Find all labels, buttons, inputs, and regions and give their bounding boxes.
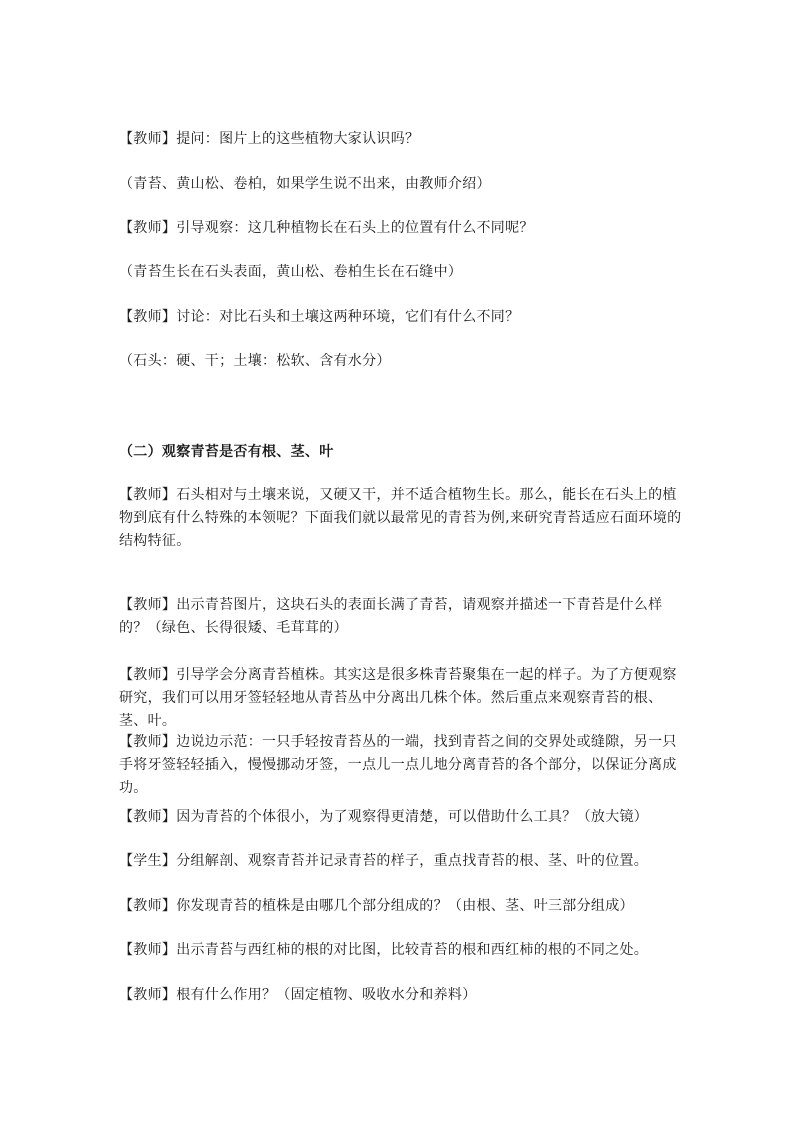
section-heading: （二）观察青苔是否有根、茎、叶 — [119, 444, 334, 460]
paragraph-intro: 【教师】石头相对与土壤来说，又硬又干，并不适合植物生长。那么，能长在石头上的植物到底有什么特殊的本领呢？下面我们就以最常见的青苔为例,来研究青苔适应石面环境的结构特征。 — [119, 487, 682, 549]
paragraph-student: 【学生】分组解剖、观察青苔并记录青苔的样子，重点找青苔的根、茎、叶的位置。 — [119, 853, 649, 869]
paragraph-parts: 【教师】你发现青苔的植株是由哪几个部分组成的？（由根、茎、叶三部分组成） — [119, 898, 634, 914]
paragraph-root-function: 【教师】根有什么作用？（固定植物、吸收水分和养料） — [119, 987, 477, 1003]
paragraph-separate: 【教师】引导学会分离青苔植株。其实这是很多株青苔聚集在一起的样子。为了方便观察研究，我们可以用牙签轻轻地从青苔丛中分离出几株个体。然后重点来观察青苔的根、茎、叶。 — [119, 667, 677, 729]
paragraph-compare: 【教师】出示青苔与西红柿的根的对比图，比较青苔的根和西红柿的根的不同之处。 — [119, 942, 649, 958]
paragraph-show-image: 【教师】出示青苔图片，这块石头的表面长满了青苔，请观察并描述一下青苔是什么样的？（绿色、长得很矮、毛茸茸的） — [119, 597, 663, 636]
paragraph-answer: （青苔、黄山松、卷柏，如果学生说不出来，由教师介绍） — [119, 176, 491, 192]
paragraph-tool: 【教师】因为青苔的个体很小，为了观察得更清楚，可以借助什么工具？（放大镜） — [119, 809, 649, 825]
paragraph-answer: （石头：硬、干；土壤：松软、含有水分） — [119, 353, 391, 369]
paragraph-question: 【教师】提问：图片上的这些植物大家认识吗？ — [119, 131, 420, 147]
paragraph-answer: （青苔生长在石头表面，黄山松、卷柏生长在石缝中） — [119, 264, 463, 280]
paragraph-guide: 【教师】引导观察：这几种植物长在石头上的位置有什么不同呢？ — [119, 220, 534, 236]
paragraph-demonstrate: 【教师】边说边示范：一只手轻按青苔丛的一端，找到青苔之间的交界处或缝隙，另一只手将牙签轻轻插入，慢慢挪动牙签，一点儿一点儿地分离青苔的各个部分，以保证分离成功。 — [119, 734, 677, 796]
paragraph-discussion: 【教师】讨论：对比石头和土壤这两种环境，它们有什么不同？ — [119, 309, 520, 325]
